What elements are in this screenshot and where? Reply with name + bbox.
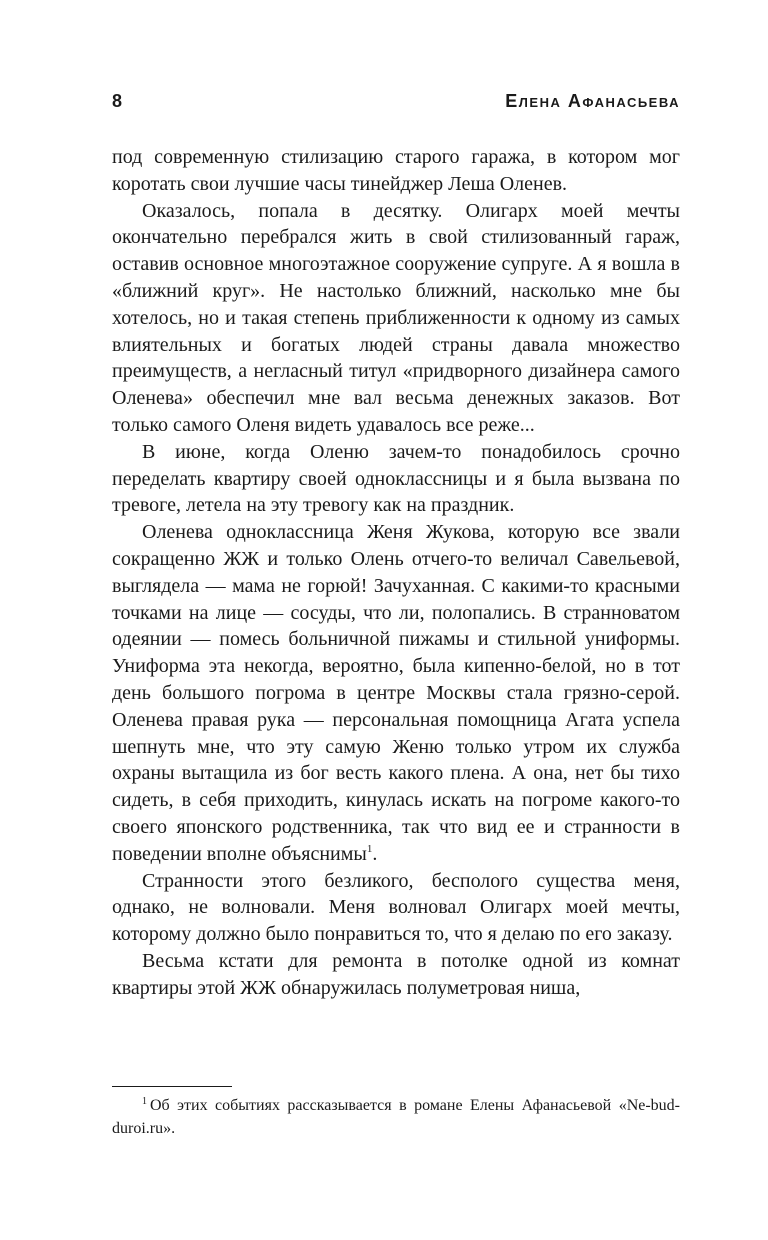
running-header [112, 91, 680, 112]
paragraph-5: Странности этого безликого, бесполого существа меня, однако, не волновали. Меня волновал Олигарх моей мечты, которому должно было понравиться то, что я делаю по его заказу. [112, 869, 680, 946]
paragraph-6: Весьма кстати для ремонта в потолке одной из комнат квартиры этой ЖЖ обнаружилась полуметровая ниша, [112, 949, 680, 999]
paragraph-end-period: . [372, 842, 378, 865]
paragraph-2: Оказалось, попала в десятку. Олигарх моей мечты окончательно перебрался жить в свой стилизованный гараж, оставив основное многоэтажное сооружение супруге. А я вошла в «ближний круг». Не настолько ближний, насколько мне бы хотелось, но и такая степень приближенности к одному из самых влиятельных и богатых людей страны давала множество преимуществ, а негласный титул «придворного дизайнера самого Оленева» обеспечил мне вал весьма денежных заказов. Вот только самого Оленя видеть удавалось все реже... [112, 199, 680, 436]
footnote-reference[interactable]: 1 [366, 842, 373, 855]
main-text [112, 144, 680, 1002]
footnote-divider [112, 1086, 232, 1087]
running-title-author: Елена Афанасьева [505, 91, 680, 111]
paragraph-3: В июне, когда Оленю зачем-то понадобилось срочно переделать квартиру своей одноклассницы и я была вызвана по тревоге, летела на эту тревогу как на праздник. [112, 440, 680, 517]
footnote-marker: 1 [142, 1096, 147, 1107]
paragraph-1: под современную стилизацию старого гаража, в котором мог коротать свои лучшие часы тинейджер Леша Оленев. [112, 146, 680, 195]
page-number: 8 [112, 91, 123, 111]
footnote [112, 1094, 680, 1140]
footnote-text: Об этих событиях рассказывается в романе Елены Афанасьевой «Ne-bud-duroi.ru». [112, 1097, 680, 1137]
paragraph-4: Оленева одноклассница Женя Жукова, которую все звали сокращенно ЖЖ и только Олень отчего-то величал Савельевой, выглядела — мама не горюй! Зачуханная. С какими-то красными точками на лице — сосуды, что ли, полопались. В странноватом одеянии — помесь больничной пижамы и стильной униформы. Униформа эта некогда, вероятно, была кипенно-белой, но в тот день большого погрома в центре Москвы стала грязно-серой. Оленева правая рука — персональная помощница Агата успела шепнуть мне, что эту самую Женю только утром их служба охраны вытащила из бог весть какого плена. А она, нет бы тихо сидеть, в себя приходить, кинулась искать на погроме какого-то своего японского родственника, так что вид ее и странности в поведении вполне объяснимы$^1$. [112, 521, 680, 865]
